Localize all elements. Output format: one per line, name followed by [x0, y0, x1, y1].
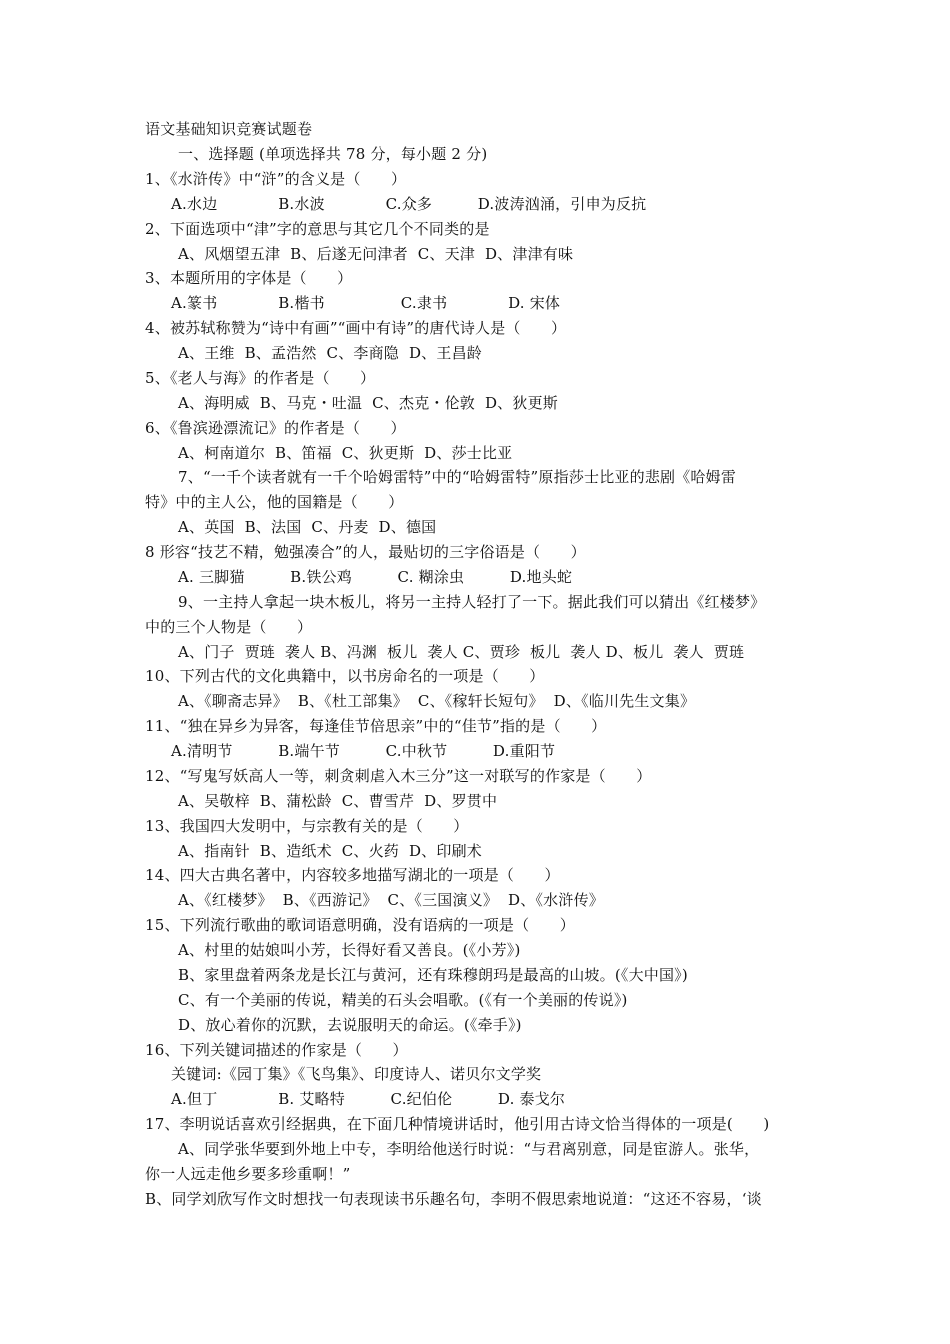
question-2: 2、下面选项中“津”字的意思与其它几个不同类的是	[145, 220, 490, 238]
question-3: 3、本题所用的字体是（ ）	[145, 269, 353, 287]
question-4-options: A、王维 B、孟浩然 C、李商隐 D、王昌龄	[178, 344, 482, 362]
question-7-continued: 特》中的主人公，他的国籍是（ ）	[145, 493, 404, 511]
question-9-continued: 中的三个人物是（ ）	[145, 618, 313, 636]
section-heading: 一、选择题 (单项选择共 78 分，每小题 2 分)	[178, 145, 488, 163]
question-16-options: A.但丁 B. 艾略特 C.纪伯伦 D. 泰戈尔	[171, 1090, 566, 1108]
question-17-option-a: A、同学张华要到外地上中专，李明给他送行时说：“与君离别意，同是宦游人。张华，	[178, 1140, 760, 1158]
question-6-options: A、柯南道尔 B、笛福 C、狄更斯 D、莎士比亚	[178, 444, 513, 462]
question-15-option-a: A、村里的姑娘叫小芳，长得好看又善良。(《小芳》)	[178, 941, 521, 959]
question-8-options: A. 三脚猫 B.铁公鸡 C. 糊涂虫 D.地头蛇	[178, 568, 573, 586]
question-15: 15、下列流行歌曲的歌词语意明确，没有语病的一项是（ ）	[145, 916, 575, 934]
question-1-options: A.水边 B.水波 C.众多 D.波涛汹涌，引申为反抗	[171, 195, 647, 213]
question-1: 1、《水浒传》中“浒”的含义是（ ）	[145, 170, 407, 188]
question-5: 5、《老人与海》的作者是（ ）	[145, 369, 376, 387]
document-title: 语文基础知识竞赛试题卷	[145, 120, 313, 138]
question-7: 7、“一千个读者就有一千个哈姆雷特”中的“哈姆雷特”原指莎士比亚的悲剧《哈姆雷	[178, 468, 737, 486]
question-17-option-a-continued: 你一人远走他乡要多珍重啊！”	[145, 1165, 351, 1183]
question-17-option-b: B、同学刘欣写作文时想找一句表现读书乐趣名句，李明不假思索地说道：“这还不容易，‘谈	[145, 1190, 762, 1208]
question-6: 6、《鲁滨逊漂流记》的作者是（ ）	[145, 419, 406, 437]
question-8: 8 形容“技艺不精，勉强凑合”的人，最贴切的三字俗语是（ ）	[145, 543, 586, 561]
question-11-options: A.清明节 B.端午节 C.中秋节 D.重阳节	[171, 742, 556, 760]
question-10-options: A、《聊斋志异》 B、《杜工部集》 C、《稼轩长短句》 D、《临川先生文集》	[178, 692, 696, 710]
question-12: 12、“写鬼写妖高人一等，刺贪刺虐入木三分”这一对联写的作家是（ ）	[145, 767, 652, 785]
question-12-options: A、吴敬梓 B、蒲松龄 C、曹雪芹 D、罗贯中	[178, 792, 498, 810]
question-9-options: A、门子 贾琏 袭人 B、冯渊 板儿 袭人 C、贾珍 板儿 袭人 D、板儿 袭人 贾琏	[178, 643, 745, 661]
question-14-options: A、《红楼梦》 B、《西游记》 C、《三国演义》 D、《水浒传》	[178, 891, 604, 909]
question-11: 11、“独在异乡为异客，每逢佳节倍思亲”中的“佳节”指的是（ ）	[145, 717, 607, 735]
question-9: 9、一主持人拿起一块木板儿，将另一主持人轻打了一下。据此我们可以猜出《红楼梦》	[178, 593, 766, 611]
question-16: 16、下列关键词描述的作家是（ ）	[145, 1041, 408, 1059]
question-10: 10、下列古代的文化典籍中，以书房命名的一项是（ ）	[145, 667, 545, 685]
question-5-options: A、海明威 B、马克・吐温 C、杰克・伦敦 D、狄更斯	[178, 394, 558, 412]
question-15-option-c: C、有一个美丽的传说，精美的石头会唱歌。(《有一个美丽的传说》)	[178, 991, 628, 1009]
question-14: 14、四大古典名著中，内容较多地描写湖北的一项是（ ）	[145, 866, 560, 884]
question-16-keywords: 关键词:《园丁集》《飞鸟集》、印度诗人、诺贝尔文学奖	[171, 1065, 542, 1083]
question-4: 4、被苏轼称赞为“诗中有画”“画中有诗”的唐代诗人是（ ）	[145, 319, 567, 337]
question-15-option-b: B、家里盘着两条龙是长江与黄河，还有珠穆朗玛是最高的山坡。(《大中国》)	[178, 966, 688, 984]
question-7-options: A、英国 B、法国 C、丹麦 D、德国	[178, 518, 437, 536]
question-2-options: A、风烟望五津 B、后遂无问津者 C、天津 D、津津有味	[178, 245, 574, 263]
question-17: 17、李明说话喜欢引经据典，在下面几种情境讲话时，他引用古诗文恰当得体的一项是( )	[145, 1115, 770, 1133]
question-13-options: A、指南针 B、造纸术 C、火药 D、印刷术	[178, 842, 482, 860]
question-13: 13、我国四大发明中，与宗教有关的是（ ）	[145, 817, 469, 835]
question-15-option-d: D、放心着你的沉默，去说服明天的命运。(《牵手》)	[178, 1016, 522, 1034]
question-3-options: A.篆书 B.楷书 C.隶书 D. 宋体	[171, 294, 561, 312]
